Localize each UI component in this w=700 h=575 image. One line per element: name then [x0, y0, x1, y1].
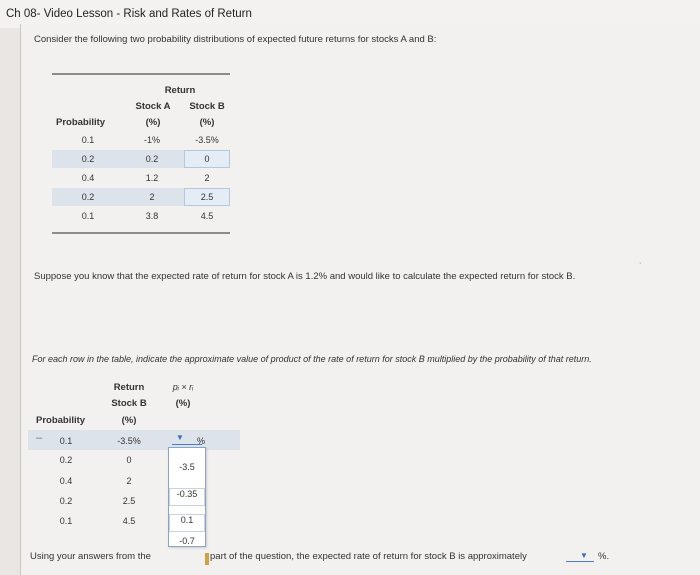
table1-col-a-line1: Stock A — [135, 101, 171, 112]
table2-col-product-line2: (%) — [175, 398, 191, 409]
select-underline — [566, 561, 594, 562]
table1-col-b-line2: (%) — [199, 117, 215, 128]
table1-cell: 3.8 — [145, 211, 159, 221]
chevron-down-icon[interactable]: ▼ — [176, 433, 184, 442]
table2-cell: 0.2 — [59, 496, 73, 506]
table2-cell: 0.4 — [59, 476, 73, 486]
question-card — [20, 24, 700, 575]
table1-cell: 2 — [149, 192, 155, 202]
intro-text: Consider the following two probability distributions of expected future returns for stocks A and B: — [34, 34, 437, 45]
text-cursor — [205, 553, 209, 565]
table1-cell: 4.5 — [200, 211, 214, 221]
table1-bottom-rule — [52, 232, 230, 234]
page-title: Ch 08- Video Lesson - Risk and Rates of Return — [6, 8, 252, 20]
bottom-prefix: Using your answers from the — [30, 551, 151, 562]
table2-cell: 4.5 — [122, 516, 136, 526]
table2-col-probability: Probability — [36, 415, 86, 426]
row-marker-icon: – — [36, 432, 43, 444]
table1-group-header: Return — [164, 85, 196, 96]
table2-col-return-line2: Stock B — [111, 398, 147, 409]
expected-return-select[interactable] — [566, 548, 596, 564]
table2-cell: 0 — [126, 455, 132, 465]
dropdown-option[interactable]: 0.1 — [169, 514, 205, 532]
dropdown-option[interactable]: -0.35 — [169, 488, 205, 506]
table2-col-return-line1: Return — [113, 382, 145, 393]
table1-col-b-line1: Stock B — [189, 101, 225, 112]
table2-cell: -3.5% — [117, 436, 141, 446]
table2-col-return-line3: (%) — [121, 415, 137, 426]
table1-cell: 0.2 — [145, 154, 159, 164]
table2-col-product-line1: pᵢ × rᵢ — [172, 382, 194, 392]
table2-cell: 0.1 — [59, 436, 73, 446]
table1-cell: 2 — [204, 173, 210, 183]
table1-cell: 0 — [204, 154, 210, 164]
question2-text: For each row in the table, indicate the approximate value of product of the rate of return for stock B multiplied by the probability of that return. — [32, 354, 592, 364]
table1-col-probability: Probability — [56, 117, 106, 128]
percent-unit: % — [196, 436, 205, 446]
table1-top-rule — [52, 73, 230, 75]
table1-col-a-line2: (%) — [145, 117, 161, 128]
table1-cell: 0.4 — [81, 173, 95, 183]
table2-cell: 2.5 — [122, 496, 136, 506]
table1-cell: 0.2 — [81, 192, 95, 202]
table2-cell: 0.1 — [59, 516, 73, 526]
table1-cell: 0.2 — [81, 154, 95, 164]
product-dropdown-list — [168, 447, 206, 547]
table1-cell: 0.1 — [81, 211, 95, 221]
question1-text: Suppose you know that the expected rate of return for stock A is 1.2% and would like to calculate the expected return for stock B. — [34, 271, 576, 282]
bottom-unit: %. — [598, 551, 610, 562]
table1-cell: -1% — [143, 135, 160, 145]
table1-cell: 2.5 — [200, 192, 214, 202]
table1-cell: -3.5% — [195, 135, 219, 145]
table2-cell: 0.2 — [59, 455, 73, 465]
tick-mark-icon: ˙ — [639, 262, 643, 273]
table1-cell: 1.2 — [145, 173, 159, 183]
table2-cell: 2 — [126, 476, 132, 486]
table1-cell: 0.1 — [81, 135, 95, 145]
chevron-down-icon[interactable]: ▼ — [580, 551, 588, 560]
dropdown-option[interactable]: -0.7 — [179, 536, 195, 546]
bottom-suffix: part of the question, the expected rate of return for stock B is approximately — [210, 551, 527, 562]
dropdown-option[interactable]: -3.5 — [179, 462, 195, 472]
